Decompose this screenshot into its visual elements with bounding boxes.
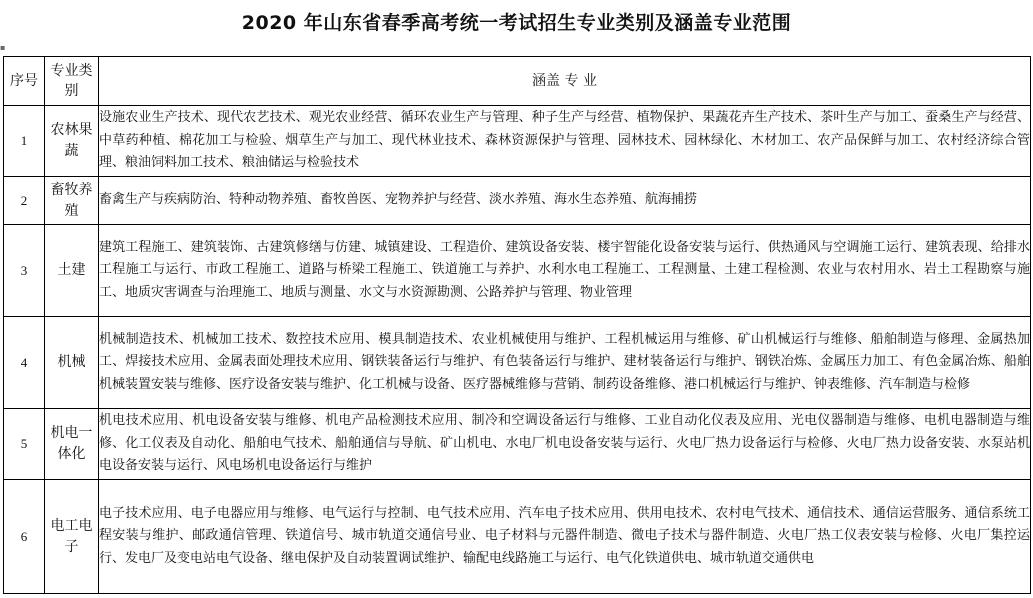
row-content: 机电技术应用、机电设备安装与维修、机电产品检测技术应用、制冷和空调设备运行与维修、工业自动化仪表及应用、光电仪器制造与维修、电机电器制造与维修、化工仪表及自动化、船舶电气技术、船舶通信与导航、矿山机电、水电厂机电设备安装与运行、火电厂热力设备运行与检修、火电厂热力设备安装、水泵站机电设备安装与运行、风电场机电设备运行与维护 xyxy=(99,409,1031,480)
corner-marker: ▪ xyxy=(0,43,6,52)
row-category: 电工电子 xyxy=(45,480,99,594)
row-category: 畜牧养殖 xyxy=(45,177,99,225)
row-category: 农林果蔬 xyxy=(45,106,99,177)
row-category: 机电一体化 xyxy=(45,409,99,480)
row-content: 畜禽生产与疾病防治、特种动物养殖、畜牧兽医、宠物养护与经营、淡水养殖、海水生态养殖、航海捕捞 xyxy=(99,177,1031,225)
page-title: 2020 年山东省春季高考统一考试招生专业类别及涵盖专业范围 xyxy=(241,12,792,34)
header-scope: 涵盖 专 业 xyxy=(99,57,1031,106)
row-category: 土建 xyxy=(45,225,99,317)
table-row xyxy=(4,480,1031,594)
row-content: 机械制造技术、机械加工技术、数控技术应用、模具制造技术、农业机械使用与维护、工程机械运用与维修、矿山机械运行与维修、船舶制造与修理、金属热加工、焊接技术应用、金属表面处理技术应用、钢铁装备运行与维护、有色装备运行与维护、建材装备运行与维护、钢铁冶炼、金属压力加工、有色金属冶炼、船舶机械装置安装与维修、医疗设备安装与维护、化工机械与设备、医疗器械维修与营销、制药设备维修、港口机械运行与维护、钟表维修、汽车制造与检修 xyxy=(99,317,1031,409)
row-no: 6 xyxy=(4,480,45,594)
row-no: 4 xyxy=(4,317,45,409)
row-no: 2 xyxy=(4,177,45,225)
row-no: 5 xyxy=(4,409,45,480)
table-header-row xyxy=(4,57,1031,106)
table-row xyxy=(4,106,1031,177)
table-row xyxy=(4,225,1031,317)
header-category: 专业类别 xyxy=(45,57,99,106)
table-row xyxy=(4,409,1031,480)
row-content: 设施农业生产技术、现代农艺技术、观光农业经营、循环农业生产与管理、种子生产与经营、植物保护、果蔬花卉生产技术、茶叶生产与加工、蚕桑生产与经营、中草药种植、棉花加工与检验、烟草生产与加工、现代林业技术、森林资源保护与管理、园林技术、园林绿化、木材加工、农产品保鲜与加工、农村经济综合管理、粮油饲料加工技术、粮油储运与检验技术 xyxy=(99,106,1031,177)
table-row xyxy=(4,177,1031,225)
row-no: 3 xyxy=(4,225,45,317)
header-no: 序号 xyxy=(4,57,45,106)
row-category: 机械 xyxy=(45,317,99,409)
row-content: 建筑工程施工、建筑装饰、古建筑修缮与仿建、城镇建设、工程造价、建筑设备安装、楼宇智能化设备安装与运行、供热通风与空调施工运行、建筑表现、给排水工程施工与运行、市政工程施工、道路与桥梁工程施工、铁道施工与养护、水利水电工程施工、工程测量、土建工程检测、农业与农村用水、岩土工程勘察与施工、地质灾害调查与治理施工、地质与测量、水文与水资源勘测、公路养护与管理、物业管理 xyxy=(99,225,1031,317)
row-no: 1 xyxy=(4,106,45,177)
row-content: 电子技术应用、电子电器应用与维修、电气运行与控制、电气技术应用、汽车电子技术应用、供用电技术、农村电气技术、通信技术、通信运营服务、通信系统工程安装与维护、邮政通信管理、铁道信号、城市轨道交通信号业、电子材料与元器件制造、微电子技术与器件制造、火电厂热工仪表安装与检修、火电厂集控运行、发电厂及变电站电气设备、继电保护及自动装置调试维护、输配电线路施工与运行、电气化铁道供电、城市轨道交通供电 xyxy=(99,480,1031,594)
table-row xyxy=(4,317,1031,409)
major-category-table xyxy=(3,56,1031,594)
